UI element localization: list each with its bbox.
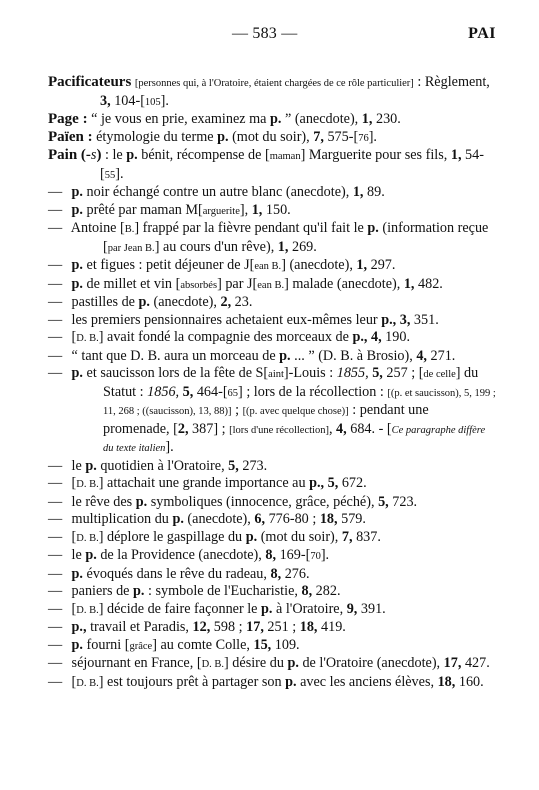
entry-text: ] avait fondé la compagnie des morceaux de [98,329,353,345]
entry-text: absorbés [180,279,218,291]
entry-text: [(p. avec quelque chose)] [242,406,349,417]
entry-text: 282. [312,583,341,599]
entry-text: 5, [228,457,239,474]
entry-text: B. [124,224,135,235]
entry-text: [personnes qui, à l'Oratoire, étaient chargées de ce rôle particulier] [134,78,414,89]
entry-text: arguerite [202,205,240,217]
entry-text: 70 [310,551,321,562]
entry-text: 351. [410,311,439,328]
entry-text: (anecdote), [183,511,255,527]
entry-text: p. [85,457,97,474]
entry-text: ]. [115,165,124,182]
entry-text: D. B. [76,333,99,344]
entry-text: , [328,420,337,437]
entry-text: 8, [265,547,277,563]
index-entry [48,147,496,184]
entry-text: p. [287,655,299,671]
entry-text: 2, [220,294,232,310]
entry-text: multiplication du [71,511,173,527]
entry-text: “ je vous en prie, examinez ma [87,111,270,127]
entry-text: [ [71,528,77,545]
entry-dash: — [48,294,63,310]
index-subentry [48,184,496,202]
entry-text: (information reçue [ [103,220,489,255]
entry-dash: — [48,311,63,328]
entry-text: 18, [437,673,456,690]
entry-text: pastilles de [71,294,139,310]
entry-text: le [71,547,86,563]
entry-text: : le [101,147,127,163]
entry-text: 18, [299,619,318,635]
index-subentry [48,294,496,312]
entry-text: 55 [104,169,116,181]
entry-text: 15, [253,636,272,653]
entry-text: p., [352,329,368,345]
entry-text: Païen : [48,128,93,145]
entry-text: 5, [372,365,383,381]
entry-text: 598 ; [210,619,247,635]
entry-text: évoqués dans le rêve du radeau, [82,565,271,582]
entry-text: p. [135,493,148,510]
entry-text: ... ” (D. B. à Brosio), [290,347,417,364]
entry-text: [ [71,600,77,617]
entry-text: 190. [381,329,410,345]
entry-text: 18, [319,511,338,527]
entry-text: 8, [301,583,313,599]
entry-text: par Jean B. [107,242,155,254]
entry-dash: — [48,673,63,690]
entry-text: p. [245,528,258,545]
entry-text: ]. [368,128,377,145]
entry-text: 4, [370,329,382,345]
entry-text: ] déplore le gaspillage du [98,528,246,545]
entry-text: 387] ; [188,420,230,437]
index-subentry [48,276,496,295]
entry-dash: — [48,493,63,510]
entry-text: ] au cours d'un rêve), [154,238,278,255]
entry-text: 1, [356,257,368,273]
entry-text: 684. - [ [346,420,392,437]
index-entries [48,74,496,692]
entry-text: ]. [165,439,174,455]
entry-text: 105 [144,96,161,108]
entry-dash: — [48,583,63,599]
entry-text: prêté par maman M[ [82,201,203,218]
index-subentry [48,566,496,584]
entry-text: 273. [238,457,268,474]
entry-text: ] attachait une grande importance au [98,475,310,491]
entry-text: 269. [288,238,317,255]
entry-text: ] (anecdote), [281,257,357,273]
entry-text: [ [71,475,77,491]
index-subentry [48,475,496,494]
entry-text: p. [269,111,282,127]
entry-text: 391. [357,600,386,617]
entry-text: Ce paragraphe diffère du texte italien [103,424,486,454]
entry-text: [(p. et saucisson), 5, 199 ; 11, 268 ; ((saucisson), 13, 88)] [103,387,496,417]
entry-text: aint [268,369,284,380]
entry-text: 276. [281,565,310,582]
page-number: — 583 — [232,25,298,42]
index-subentry [48,655,496,674]
entry-dash: — [48,365,63,381]
entry-dash: — [48,636,63,653]
entry-text: Pain (- [48,147,91,163]
entry-text: p. [71,184,83,200]
entry-dash: — [48,655,63,671]
entry-text: 160. [455,673,484,690]
entry-text: 776-80 ; [265,511,320,527]
entry-text: ] frappé par la fièvre pendant qu'il fait le [134,220,368,236]
entry-text: ] du Statut : [103,365,479,400]
entry-text: 5, [182,383,194,400]
entry-text: 1, [352,184,364,200]
entry-text: ] par J[ [217,275,258,292]
index-subentry [48,674,496,693]
entry-text: fourni [ [82,636,130,653]
entry-text: ] est toujours prêt à partager son [98,673,286,690]
entry-dash: — [48,347,63,364]
entry-text: 271. [426,347,456,364]
entry-text: 672. [338,475,367,491]
entry-text: p. [71,565,83,582]
entry-text: 251 ; [263,619,300,635]
entry-text: 104-[ [110,92,145,109]
entry-text: (mot du soir), [228,128,314,145]
entry-text: p. [126,147,138,163]
entry-text: de millet et vin [ [82,275,181,292]
entry-text: 76 [358,132,369,144]
entry-text: p. [279,347,291,364]
entry-text: 9, [346,600,358,617]
entry-text: p. [71,365,83,381]
entry-dash: — [48,275,63,292]
entry-text: 7, [313,128,324,145]
entry-text: 1, [403,275,415,292]
entry-dash: — [48,220,63,236]
entry-text: ean B. [257,279,285,291]
entry-text: 65 [227,387,239,399]
entry-dash: — [48,600,63,617]
entry-text: symboliques (innocence, grâce, péché), [147,493,379,510]
entry-text: 4, [336,420,347,437]
entry-text: travail et Paradis, [86,619,193,635]
index-subentry [48,583,496,601]
entry-dash: — [48,184,63,200]
entry-text: 169-[ [276,547,311,563]
entry-text: 17, [246,619,264,635]
entry-text: 579. [337,511,366,527]
entry-text: quotidien à l'Oratoire, [96,457,229,474]
entry-text: Pacificateurs [48,74,132,90]
index-subentry [48,494,496,512]
entry-text: [ [71,329,77,345]
entry-text: 8, [270,565,282,582]
entry-text: ] désire du [224,655,288,671]
entry-text: de celle [423,369,456,380]
entry-text: ] malade (anecdote), [284,275,404,292]
entry-text: D. B. [76,532,99,544]
entry-text: : Règlement, [413,74,490,90]
entry-text: 7, [341,528,353,545]
entry-text: 17, [443,655,462,671]
entry-text: 109. [271,636,300,653]
entry-text: 1, [450,147,462,163]
entry-text: p. [172,511,184,527]
index-subentry [48,601,496,620]
entry-text: séjournant en France, [ [71,655,202,671]
entry-text: p. [138,294,150,310]
index-subentry [48,637,496,656]
entry-text: Page : [48,111,88,127]
entry-text: 89. [363,184,385,200]
entry-text: p. [261,600,273,617]
entry-dash: — [48,619,63,635]
entry-text: et figues : petit déjeuner de J[ [82,257,255,273]
entry-text: ]. [160,92,169,109]
entry-text: D. B. [76,479,99,490]
entry-dash: — [48,457,63,474]
entry-text: de l'Oratoire (anecdote), [298,655,444,671]
entry-text: [lors d'une récollection] [229,424,329,436]
entry-text: 23. [231,294,253,310]
index-subentry [48,458,496,476]
entry-text: ” (anecdote), [281,111,362,127]
entry-text: p. [217,128,229,145]
entry-text: : symbole de l'Eucharistie, [144,583,302,599]
entry-text: ] ; lors de la récollection : [238,383,388,400]
entry-text: paniers de [71,583,134,599]
entry-text: : pendant une promenade, [ [103,402,429,437]
entry-text: ] Marguerite pour ses fils, [300,147,451,163]
index-subentry [48,220,496,257]
entry-text: ]-Louis : [283,365,337,381]
entry-text: noir échangé contre un autre blanc (anecdote), [82,184,353,200]
index-subentry [48,312,496,330]
entry-text: 297. [367,257,396,273]
entry-dash: — [48,257,63,273]
entry-text: 4, [416,347,427,364]
entry-text: p. [367,220,379,236]
entry-text: 427. [461,655,490,671]
index-subentry [48,529,496,548]
index-subentry [48,202,496,221]
entry-dash: — [48,547,63,563]
entry-dash: — [48,201,63,218]
index-subentry [48,547,496,566]
entry-text: p. [133,583,145,599]
entry-text: s [90,147,97,163]
index-subentry [48,365,496,458]
entry-text: 2, [177,420,189,437]
entry-dash: — [48,565,63,582]
entry-text: ; [231,402,243,418]
entry-text: p., [71,619,87,635]
index-subentry [48,329,496,348]
entry-text: étymologie du terme [92,128,218,145]
entry-dash: — [48,528,63,545]
entry-text: (anecdote), [149,294,221,310]
index-subentry [48,619,496,637]
entry-text: de la Providence (anecdote), [96,547,266,563]
entry-text: 6, [254,511,266,527]
entry-text: 150. [262,201,291,218]
entry-text: 12, [192,619,211,635]
index-entry [48,111,496,129]
entry-text: 482. [414,275,443,292]
entry-text: (mot du soir), [257,528,342,545]
entry-text: 1855, [336,365,369,381]
entry-dash: — [48,475,63,491]
index-subentry [48,348,496,366]
entry-text: et saucisson lors de la fête de S[ [82,365,269,381]
entry-text: 5, [327,475,339,491]
entry-text: les premiers pensionnaires achetaient eux-mêmes leur [71,311,382,328]
entry-text: D. B. [76,677,99,689]
entry-text: à l'Oratoire, [272,600,347,617]
entry-text: p. [71,257,83,273]
entry-text: 54-[ [100,147,484,182]
entry-text: ean B. [254,261,282,272]
entry-text: ], [239,201,252,218]
entry-text: “ tant que D. B. aura un morceau de [71,347,280,364]
entry-text: le rêve des [71,493,136,510]
entry-text: p. [71,201,83,218]
entry-text: 1, [361,111,373,127]
entry-text: p. [285,673,297,690]
entry-text: 1, [251,201,263,218]
entry-text: 837. [352,528,381,545]
index-entry [48,129,496,148]
entry-text: 464-[ [193,383,228,400]
entry-text: p. [71,275,83,292]
entry-text: 1, [277,238,289,255]
index-entry [48,74,496,111]
entry-text: avec les anciens élèves, [296,673,438,690]
entry-text: 575-[ [323,128,359,145]
entry-text: 230. [372,111,401,127]
entry-text: 723. [388,493,418,510]
entry-text: p., [381,311,397,328]
running-head-key: PAI [468,25,496,42]
entry-text: maman [269,151,301,162]
entry-text: ]. [320,547,330,563]
entry-text: p. [71,636,83,653]
entry-text: p., [309,475,325,491]
entry-text: ] décide de faire façonner le [98,600,262,617]
entry-text: [ [71,673,77,690]
entry-text: Antoine [ [70,220,125,236]
entry-text: grâce [129,640,153,652]
entry-text: 3, [100,92,111,109]
entry-text: 1856, [147,383,180,400]
entry-text: 5, [378,493,389,510]
entry-text: le [71,457,86,474]
entry-text: ) [96,147,102,163]
entry-text: 257 ; [ [382,365,424,381]
entry-dash: — [48,511,63,527]
index-subentry [48,511,496,529]
entry-text: bénit, récompense de [ [137,147,270,163]
entry-text: p. [85,547,97,563]
entry-text: D. B. [76,604,99,616]
entry-text: ] au comte Colle, [152,636,254,653]
entry-dash: — [48,329,63,345]
entry-text: 3, [399,311,411,328]
entry-text: 419. [317,619,346,635]
entry-text: D. B. [201,659,225,670]
index-subentry [48,257,496,276]
